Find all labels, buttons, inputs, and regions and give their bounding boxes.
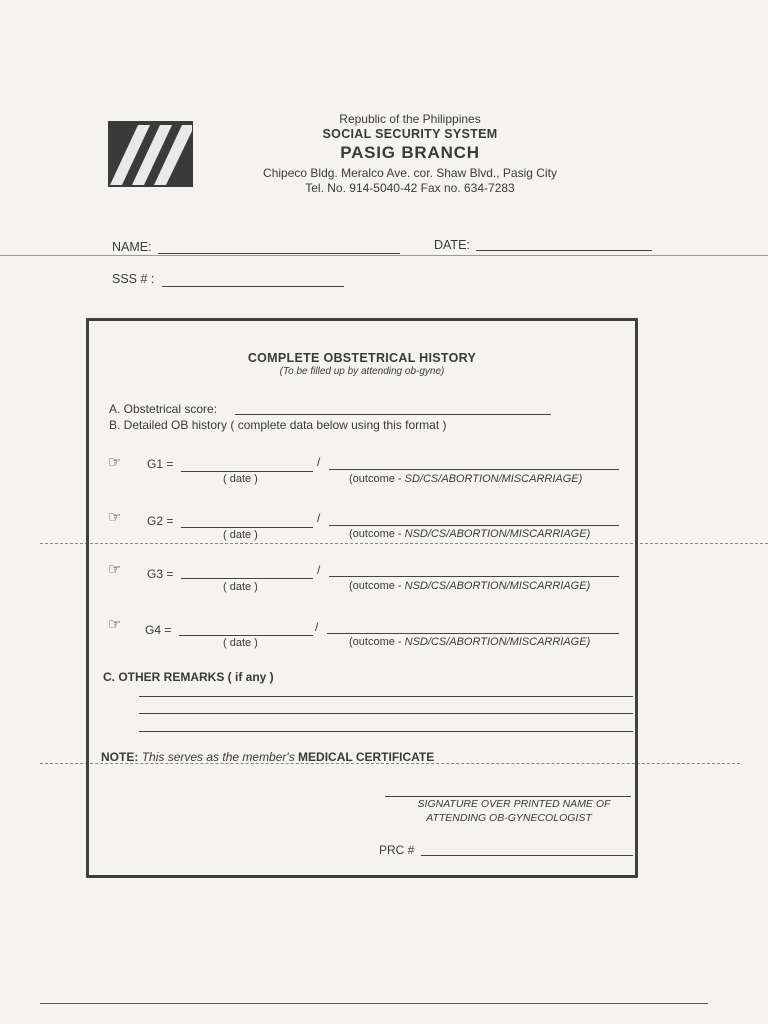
- obstetrical-score-field[interactable]: [235, 414, 551, 415]
- g4-date-field[interactable]: [179, 635, 313, 636]
- g3-date-hint: ( date ): [223, 581, 258, 593]
- header-contact: Tel. No. 914-5040-42 Fax no. 634-7283: [305, 181, 515, 195]
- g1-slash: /: [317, 455, 321, 469]
- date-field[interactable]: [476, 250, 652, 251]
- scan-edge-line: [0, 255, 768, 256]
- prc-field[interactable]: [421, 855, 633, 856]
- sss-label: SSS # :: [112, 272, 155, 286]
- name-label: NAME:: [112, 240, 152, 254]
- g2-date-field[interactable]: [181, 527, 313, 528]
- sss-logo-icon: [108, 121, 193, 187]
- g1-label: G1 =: [147, 457, 174, 471]
- signature-caption-1: SIGNATURE OVER PRINTED NAME OF: [417, 798, 611, 810]
- note-bold: MEDICAL CERTIFICATE: [298, 750, 435, 764]
- g4-outcome-field[interactable]: [327, 633, 619, 634]
- g3-label: G3 =: [147, 567, 174, 581]
- pointing-hand-icon: ☞: [108, 616, 122, 633]
- date-label: DATE:: [434, 238, 470, 252]
- g1-outcome-hint: (outcome - SD/CS/ABORTION/MISCARRIAGE): [349, 473, 583, 485]
- header-republic: Republic of the Philippines: [339, 112, 481, 126]
- g2-date-hint: ( date ): [223, 529, 258, 541]
- pointing-hand-icon: ☞: [108, 454, 122, 471]
- g2-outcome-field[interactable]: [329, 525, 619, 526]
- header-branch: PASIG BRANCH: [340, 143, 480, 162]
- g1-outcome-field[interactable]: [329, 469, 619, 470]
- g2-label: G2 =: [147, 514, 174, 528]
- g3-outcome-hint: (outcome - NSD/CS/ABORTION/MISCARRIAGE): [349, 580, 591, 592]
- header-address: Chipeco Bldg. Meralco Ave. cor. Shaw Blvd., Pasig City: [263, 166, 557, 180]
- g4-slash: /: [315, 620, 319, 634]
- remarks-line-3[interactable]: [139, 731, 633, 732]
- g4-date-hint: ( date ): [223, 637, 258, 649]
- g2-slash: /: [317, 511, 321, 525]
- note-text: This serves as the member's: [141, 750, 295, 764]
- form-subtitle: (To be filled up by attending ob-gyne): [279, 366, 445, 377]
- form-title: COMPLETE OBSTETRICAL HISTORY: [247, 351, 477, 365]
- scan-edge-line: [40, 1003, 708, 1004]
- item-a-label: A. Obstetrical score:: [109, 402, 218, 416]
- g4-outcome-hint: (outcome - NSD/CS/ABORTION/MISCARRIAGE): [349, 636, 591, 648]
- prc-label: PRC #: [379, 843, 415, 857]
- g3-date-field[interactable]: [181, 578, 313, 579]
- signature-field[interactable]: [385, 796, 631, 797]
- name-field[interactable]: [158, 253, 400, 254]
- g2-outcome-hint: (outcome - NSD/CS/ABORTION/MISCARRIAGE): [349, 528, 591, 540]
- g4-label: G4 =: [145, 623, 172, 637]
- obstetrical-history-form: [86, 318, 638, 878]
- note: [101, 750, 434, 764]
- header-agency: SOCIAL SECURITY SYSTEM: [322, 127, 498, 141]
- note-label: NOTE:: [101, 750, 139, 764]
- g1-date-hint: ( date ): [223, 473, 258, 485]
- remarks-line-1[interactable]: [139, 696, 633, 697]
- remarks-line-2[interactable]: [139, 713, 633, 714]
- g3-outcome-field[interactable]: [329, 576, 619, 577]
- signature-caption-2: ATTENDING OB-GYNECOLOGIST: [426, 812, 592, 824]
- g1-date-field[interactable]: [181, 471, 313, 472]
- g3-slash: /: [317, 563, 321, 577]
- sss-field[interactable]: [162, 286, 344, 287]
- item-b-label: B. Detailed OB history ( complete data below using this format ): [109, 418, 447, 432]
- pointing-hand-icon: ☞: [108, 561, 122, 578]
- pointing-hand-icon: ☞: [108, 509, 122, 526]
- item-c-label: C. OTHER REMARKS ( if any ): [103, 670, 274, 684]
